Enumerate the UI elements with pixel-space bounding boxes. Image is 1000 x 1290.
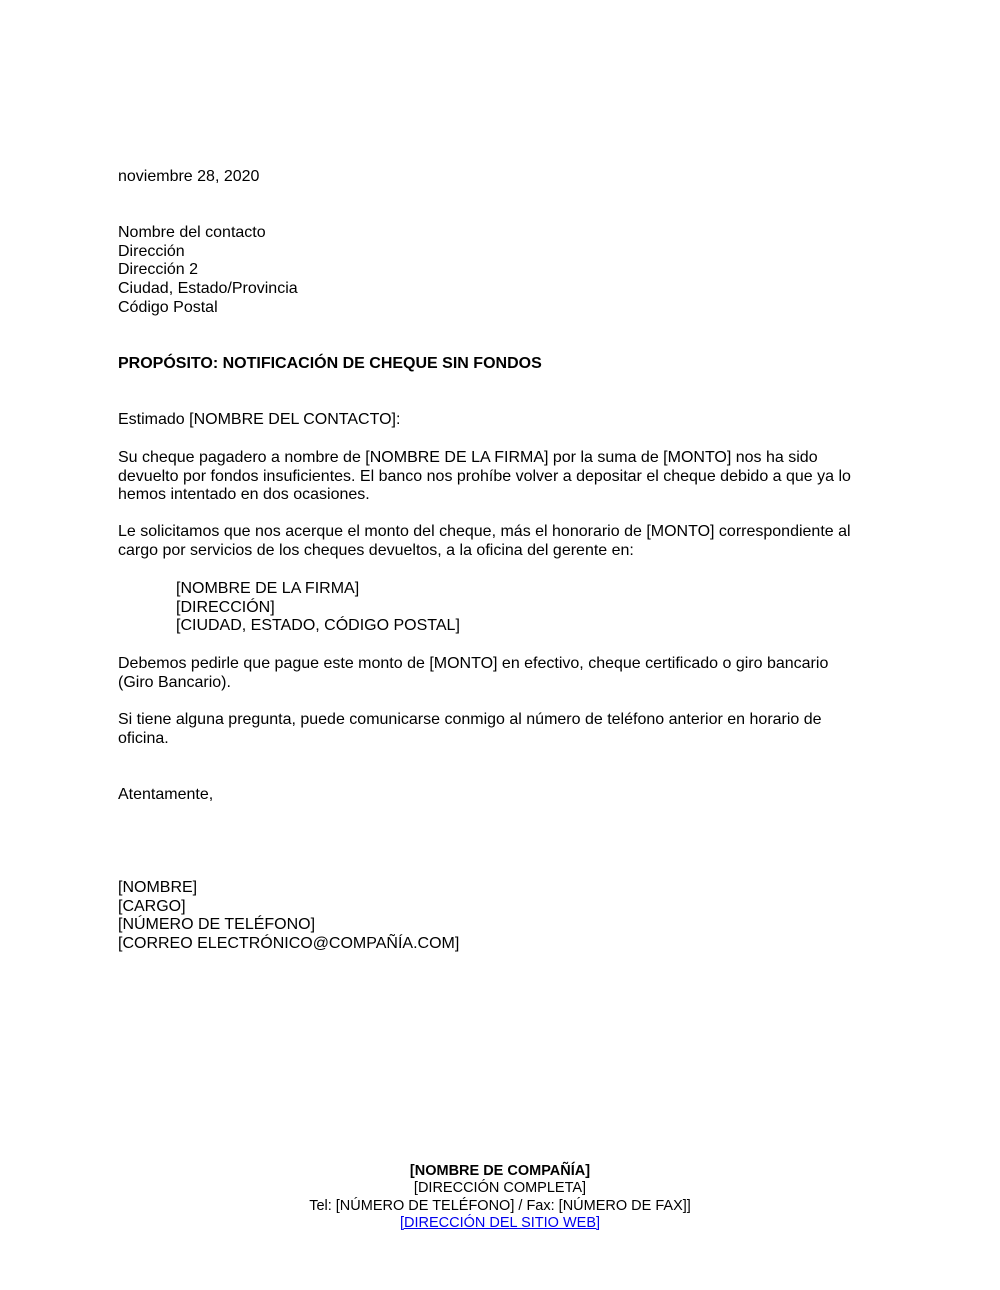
letter-closing [118, 786, 888, 805]
recipient-city-state: Ciudad, Estado/Provincia [118, 280, 298, 298]
office-firm-name: [NOMBRE DE LA FIRMA] [176, 580, 360, 597]
signature-phone: [NÚMERO DE TELÉFONO] [118, 916, 316, 934]
paragraph-line: cargo por servicios de los cheques devueltos, a la oficina del gerente en: [118, 541, 634, 559]
signature-title: [CARGO] [118, 897, 186, 915]
paragraph-line: (Giro Bancario). [118, 673, 231, 691]
footer-contact: Tel: [NÚMERO DE TELÉFONO] / Fax: [NÚMERO DE FAX]] [309, 1197, 691, 1214]
recipient-postal-code: Código Postal [118, 298, 218, 316]
recipient-address-line1: Dirección [118, 242, 185, 260]
subject-text: PROPÓSITO: NOTIFICACIÓN DE CHEQUE SIN FONDOS [118, 355, 542, 372]
recipient-address [118, 224, 888, 318]
footer-company-name: [NOMBRE DE COMPAÑÍA] [409, 1163, 591, 1179]
office-address [176, 580, 946, 636]
footer-full-address: [DIRECCIÓN COMPLETA] [413, 1180, 587, 1197]
paragraph-line: oficina. [118, 729, 169, 747]
letter-salutation [118, 411, 888, 430]
paragraph-4 [118, 711, 888, 748]
signature-name: [NOMBRE] [118, 879, 198, 896]
footer-website-link[interactable]: [DIRECCIÓN DEL SITIO WEB] [399, 1214, 601, 1231]
signature-block [118, 879, 888, 954]
paragraph-line: hemos intentado en dos ocasiones. [118, 486, 370, 504]
recipient-name: Nombre del contacto [118, 224, 266, 241]
office-address-line: [DIRECCIÓN] [176, 598, 275, 616]
date-text: noviembre 28, 2020 [118, 168, 260, 185]
paragraph-2 [118, 523, 888, 560]
signature-email: [CORREO ELECTRÓNICO@COMPAÑÍA.COM] [118, 935, 460, 953]
letter-subject [118, 355, 888, 374]
paragraph-1 [118, 449, 888, 505]
salutation-text: Estimado [NOMBRE DEL CONTACTO]: [118, 411, 401, 428]
letter-date [118, 168, 888, 187]
paragraph-line: Su cheque pagadero a nombre de [NOMBRE DE LA FIRMA] por la suma de [MONTO] nos ha sido [118, 449, 818, 466]
paragraph-line: Si tiene alguna pregunta, puede comunicarse conmigo al número de teléfono anterior en horario de [118, 711, 822, 728]
company-footer [0, 1163, 1000, 1232]
paragraph-3 [118, 655, 888, 692]
paragraph-line: Le solicitamos que nos acerque el monto del cheque, más el honorario de [MONTO] correspondiente al [118, 523, 851, 540]
paragraph-line: devuelto por fondos insuficientes. El banco nos prohíbe volver a depositar el cheque debido a que ya lo [118, 467, 851, 485]
office-city-state-zip: [CIUDAD, ESTADO, CÓDIGO POSTAL] [176, 617, 460, 635]
recipient-address-line2: Dirección 2 [118, 261, 199, 279]
paragraph-line: Debemos pedirle que pague este monto de [MONTO] en efectivo, cheque certificado o giro bancario [118, 655, 829, 672]
closing-text: Atentamente, [118, 786, 214, 803]
